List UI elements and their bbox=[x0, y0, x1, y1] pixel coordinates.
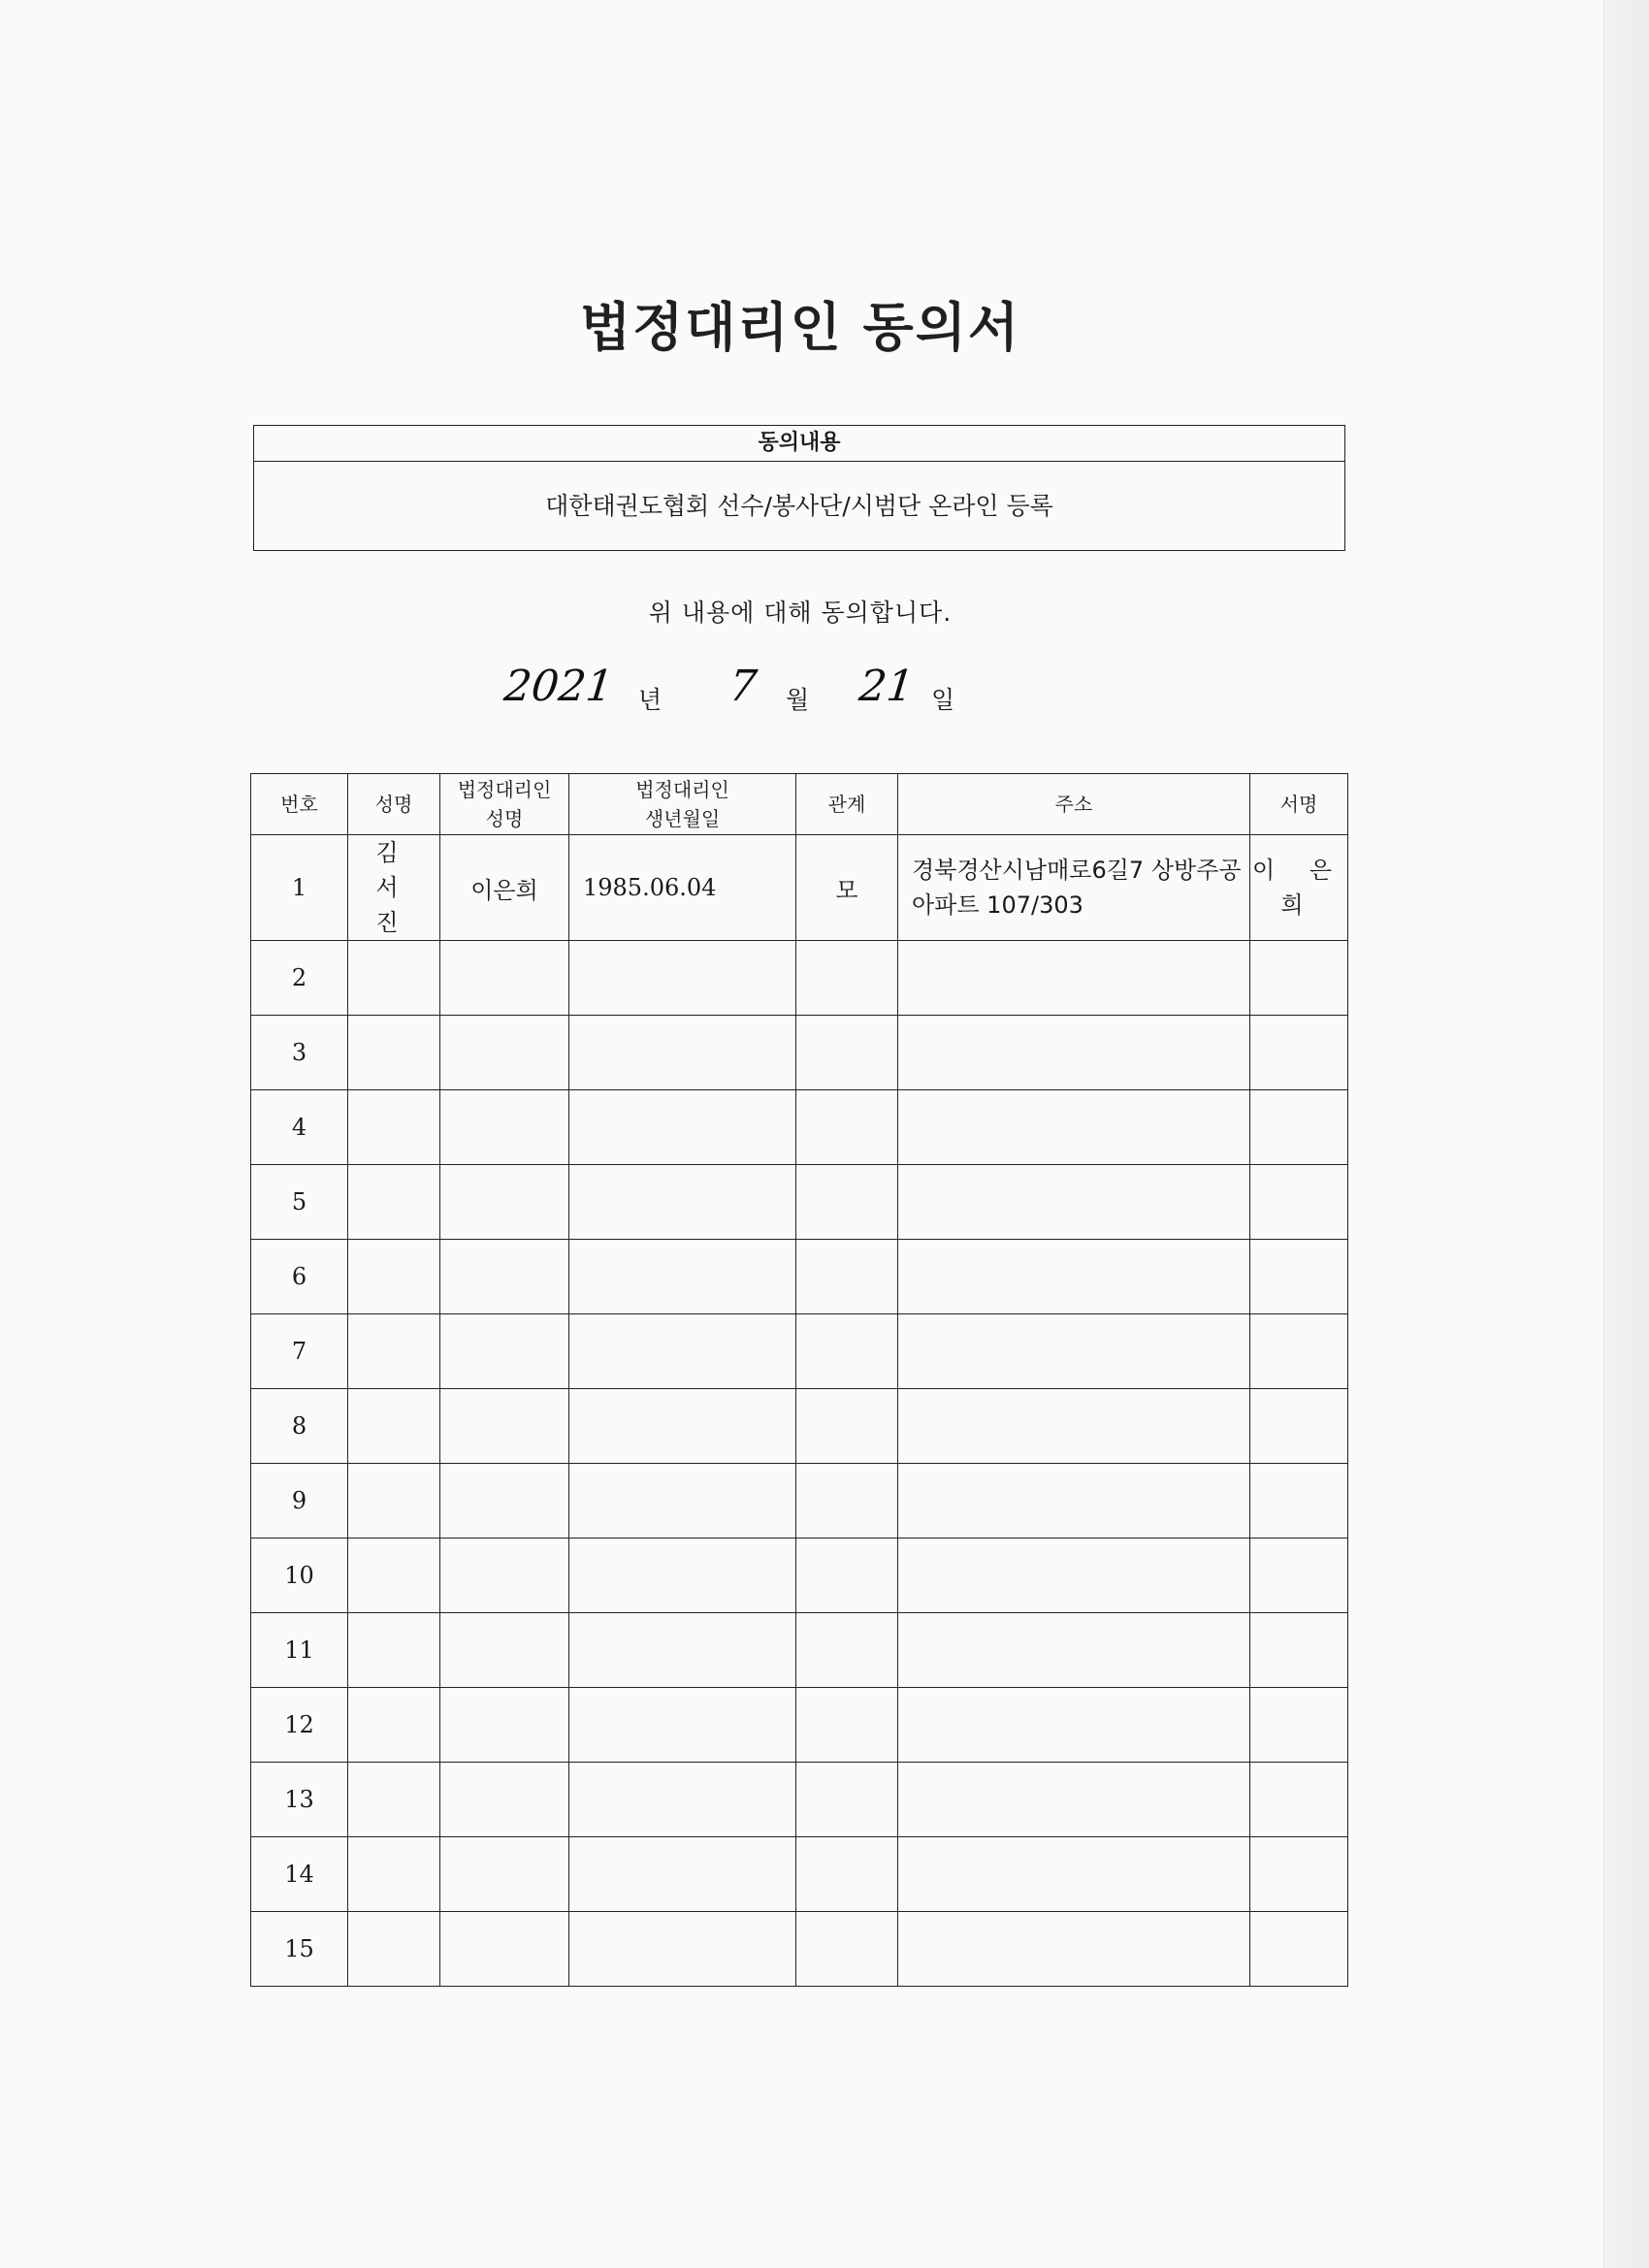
date-row bbox=[501, 662, 1086, 729]
cell-signature[interactable] bbox=[1250, 1688, 1348, 1763]
table-row bbox=[251, 1016, 1348, 1090]
cell-address[interactable] bbox=[898, 1539, 1250, 1613]
cell-signature[interactable] bbox=[1250, 1314, 1348, 1389]
cell-relation[interactable] bbox=[796, 1912, 898, 1987]
document-title: 법정대리인 동의서 bbox=[579, 297, 1021, 358]
header-address: 주소 bbox=[898, 774, 1250, 835]
cell-address[interactable] bbox=[898, 1912, 1250, 1987]
cell-no: 2 bbox=[251, 941, 348, 1016]
date-month-unit: 월 bbox=[786, 686, 810, 714]
cell-name[interactable] bbox=[348, 1539, 440, 1613]
cell-guardian-name[interactable] bbox=[440, 1539, 569, 1613]
cell-name[interactable] bbox=[348, 1464, 440, 1539]
cell-guardian-birth[interactable] bbox=[569, 1613, 796, 1688]
cell-name[interactable] bbox=[348, 1688, 440, 1763]
table-row bbox=[251, 835, 1348, 941]
cell-name[interactable] bbox=[348, 1240, 440, 1314]
cell-no: 5 bbox=[251, 1165, 348, 1240]
cell-guardian-name[interactable] bbox=[440, 1912, 569, 1987]
cell-address[interactable] bbox=[898, 1240, 1250, 1314]
table-row bbox=[251, 1763, 1348, 1837]
cell-name[interactable] bbox=[348, 1837, 440, 1912]
cell-no: 1 bbox=[251, 835, 348, 941]
consent-header: 동의내용 bbox=[254, 426, 1344, 462]
cell-name[interactable] bbox=[348, 1165, 440, 1240]
cell-guardian-birth[interactable] bbox=[569, 1090, 796, 1165]
cell-relation[interactable] bbox=[796, 1837, 898, 1912]
table-row bbox=[251, 1912, 1348, 1987]
cell-no: 9 bbox=[251, 1464, 348, 1539]
table-row bbox=[251, 1464, 1348, 1539]
page-edge bbox=[1603, 0, 1649, 2268]
cell-address[interactable] bbox=[898, 1464, 1250, 1539]
cell-name[interactable] bbox=[348, 1912, 440, 1987]
table-row bbox=[251, 1389, 1348, 1464]
cell-relation[interactable] bbox=[796, 941, 898, 1016]
date-year-unit: 년 bbox=[638, 686, 663, 714]
cell-address[interactable]: 경북경산시남매로6길7 상방주공아파트 107/303 bbox=[898, 835, 1250, 941]
cell-guardian-birth[interactable] bbox=[569, 1314, 796, 1389]
cell-no: 4 bbox=[251, 1090, 348, 1165]
cell-guardian-name[interactable] bbox=[440, 1090, 569, 1165]
cell-no: 8 bbox=[251, 1389, 348, 1464]
table-header-row bbox=[251, 774, 1348, 835]
table-row bbox=[251, 1314, 1348, 1389]
cell-guardian-birth[interactable]: 1985.06.04 bbox=[569, 835, 796, 941]
header-guardian-birth-line2: 생년월일 bbox=[644, 807, 721, 830]
cell-address[interactable] bbox=[898, 1837, 1250, 1912]
cell-signature[interactable] bbox=[1250, 1090, 1348, 1165]
cell-no: 14 bbox=[251, 1837, 348, 1912]
header-signature: 서명 bbox=[1250, 774, 1348, 835]
cell-no: 12 bbox=[251, 1688, 348, 1763]
header-no: 번호 bbox=[251, 774, 348, 835]
cell-guardian-birth[interactable] bbox=[569, 1539, 796, 1613]
header-guardian-name bbox=[440, 774, 569, 835]
cell-relation[interactable] bbox=[796, 1763, 898, 1837]
header-guardian-birth-line1: 법정대리인 bbox=[635, 778, 729, 801]
table-row bbox=[251, 1090, 1348, 1165]
cell-guardian-birth[interactable] bbox=[569, 1389, 796, 1464]
cell-signature[interactable] bbox=[1250, 1464, 1348, 1539]
date-day-unit: 일 bbox=[931, 686, 955, 714]
cell-name[interactable] bbox=[348, 1389, 440, 1464]
cell-signature[interactable] bbox=[1250, 941, 1348, 1016]
cell-guardian-name[interactable] bbox=[440, 1613, 569, 1688]
cell-guardian-birth[interactable] bbox=[569, 1912, 796, 1987]
cell-guardian-birth[interactable] bbox=[569, 1165, 796, 1240]
cell-signature[interactable] bbox=[1250, 1016, 1348, 1090]
cell-name[interactable]: 김 서 진 bbox=[348, 835, 440, 941]
table-row bbox=[251, 1837, 1348, 1912]
cell-relation[interactable] bbox=[796, 1613, 898, 1688]
cell-address[interactable] bbox=[898, 941, 1250, 1016]
cell-guardian-name[interactable] bbox=[440, 1464, 569, 1539]
cell-guardian-name[interactable] bbox=[440, 1165, 569, 1240]
cell-guardian-birth[interactable] bbox=[569, 1240, 796, 1314]
header-relation: 관계 bbox=[796, 774, 898, 835]
date-year: 2021 bbox=[501, 662, 616, 711]
cell-name[interactable] bbox=[348, 1613, 440, 1688]
cell-guardian-name[interactable] bbox=[440, 1016, 569, 1090]
cell-name[interactable] bbox=[348, 941, 440, 1016]
cell-relation[interactable] bbox=[796, 1464, 898, 1539]
date-day: 21 bbox=[857, 662, 917, 711]
date-month: 7 bbox=[727, 662, 760, 711]
cell-relation[interactable] bbox=[796, 1016, 898, 1090]
cell-name[interactable] bbox=[348, 1763, 440, 1837]
header-guardian-name-line2: 성명 bbox=[485, 807, 524, 830]
cell-guardian-name[interactable] bbox=[440, 1688, 569, 1763]
agree-statement: 위 내용에 대해 동의합니다. bbox=[648, 599, 953, 627]
cell-signature[interactable] bbox=[1250, 1539, 1348, 1613]
cell-guardian-birth[interactable] bbox=[569, 1016, 796, 1090]
cell-relation[interactable] bbox=[796, 1539, 898, 1613]
cell-signature[interactable] bbox=[1250, 1837, 1348, 1912]
cell-address[interactable] bbox=[898, 1613, 1250, 1688]
cell-guardian-name[interactable]: 이은희 bbox=[440, 835, 569, 941]
consent-box bbox=[253, 425, 1345, 551]
cell-relation[interactable] bbox=[796, 1165, 898, 1240]
cell-guardian-birth[interactable] bbox=[569, 1763, 796, 1837]
header-guardian-birth bbox=[569, 774, 796, 835]
cell-signature[interactable] bbox=[1250, 1165, 1348, 1240]
table-row bbox=[251, 1613, 1348, 1688]
cell-address[interactable] bbox=[898, 1763, 1250, 1837]
cell-guardian-name[interactable] bbox=[440, 1837, 569, 1912]
cell-no: 15 bbox=[251, 1912, 348, 1987]
cell-address[interactable] bbox=[898, 1688, 1250, 1763]
table-row bbox=[251, 1165, 1348, 1240]
cell-guardian-name[interactable] bbox=[440, 1314, 569, 1389]
cell-address[interactable] bbox=[898, 1090, 1250, 1165]
cell-guardian-name[interactable] bbox=[440, 1389, 569, 1464]
header-guardian-name-line1: 법정대리인 bbox=[457, 778, 552, 801]
cell-signature[interactable] bbox=[1250, 1763, 1348, 1837]
cell-relation[interactable]: 모 bbox=[796, 835, 898, 941]
cell-name[interactable] bbox=[348, 1314, 440, 1389]
cell-address[interactable] bbox=[898, 1165, 1250, 1240]
cell-signature[interactable] bbox=[1250, 1389, 1348, 1464]
cell-guardian-birth[interactable] bbox=[569, 1837, 796, 1912]
cell-relation[interactable] bbox=[796, 1314, 898, 1389]
cell-guardian-name[interactable] bbox=[440, 941, 569, 1016]
cell-signature[interactable] bbox=[1250, 1912, 1348, 1987]
table-row bbox=[251, 941, 1348, 1016]
cell-no: 3 bbox=[251, 1016, 348, 1090]
cell-address[interactable] bbox=[898, 1389, 1250, 1464]
cell-signature[interactable]: 이 은 희 bbox=[1250, 835, 1348, 941]
cell-no: 6 bbox=[251, 1240, 348, 1314]
cell-name[interactable] bbox=[348, 1090, 440, 1165]
cell-guardian-name[interactable] bbox=[440, 1240, 569, 1314]
cell-guardian-name[interactable] bbox=[440, 1763, 569, 1837]
table-row bbox=[251, 1539, 1348, 1613]
cell-name[interactable] bbox=[348, 1016, 440, 1090]
table-row bbox=[251, 1240, 1348, 1314]
cell-relation[interactable] bbox=[796, 1090, 898, 1165]
cell-no: 10 bbox=[251, 1539, 348, 1613]
cell-guardian-birth[interactable] bbox=[569, 1464, 796, 1539]
cell-relation[interactable] bbox=[796, 1389, 898, 1464]
header-name: 성명 bbox=[348, 774, 440, 835]
cell-guardian-birth[interactable] bbox=[569, 941, 796, 1016]
cell-relation[interactable] bbox=[796, 1688, 898, 1763]
table-row bbox=[251, 1688, 1348, 1763]
cell-no: 13 bbox=[251, 1763, 348, 1837]
cell-address[interactable] bbox=[898, 1314, 1250, 1389]
registration-table bbox=[250, 773, 1348, 1987]
cell-no: 11 bbox=[251, 1613, 348, 1688]
cell-signature[interactable] bbox=[1250, 1240, 1348, 1314]
cell-relation[interactable] bbox=[796, 1240, 898, 1314]
cell-address[interactable] bbox=[898, 1016, 1250, 1090]
cell-signature[interactable] bbox=[1250, 1613, 1348, 1688]
cell-guardian-birth[interactable] bbox=[569, 1688, 796, 1763]
cell-no: 7 bbox=[251, 1314, 348, 1389]
consent-body: 대한태권도협회 선수/봉사단/시범단 온라인 등록 bbox=[545, 492, 1053, 520]
